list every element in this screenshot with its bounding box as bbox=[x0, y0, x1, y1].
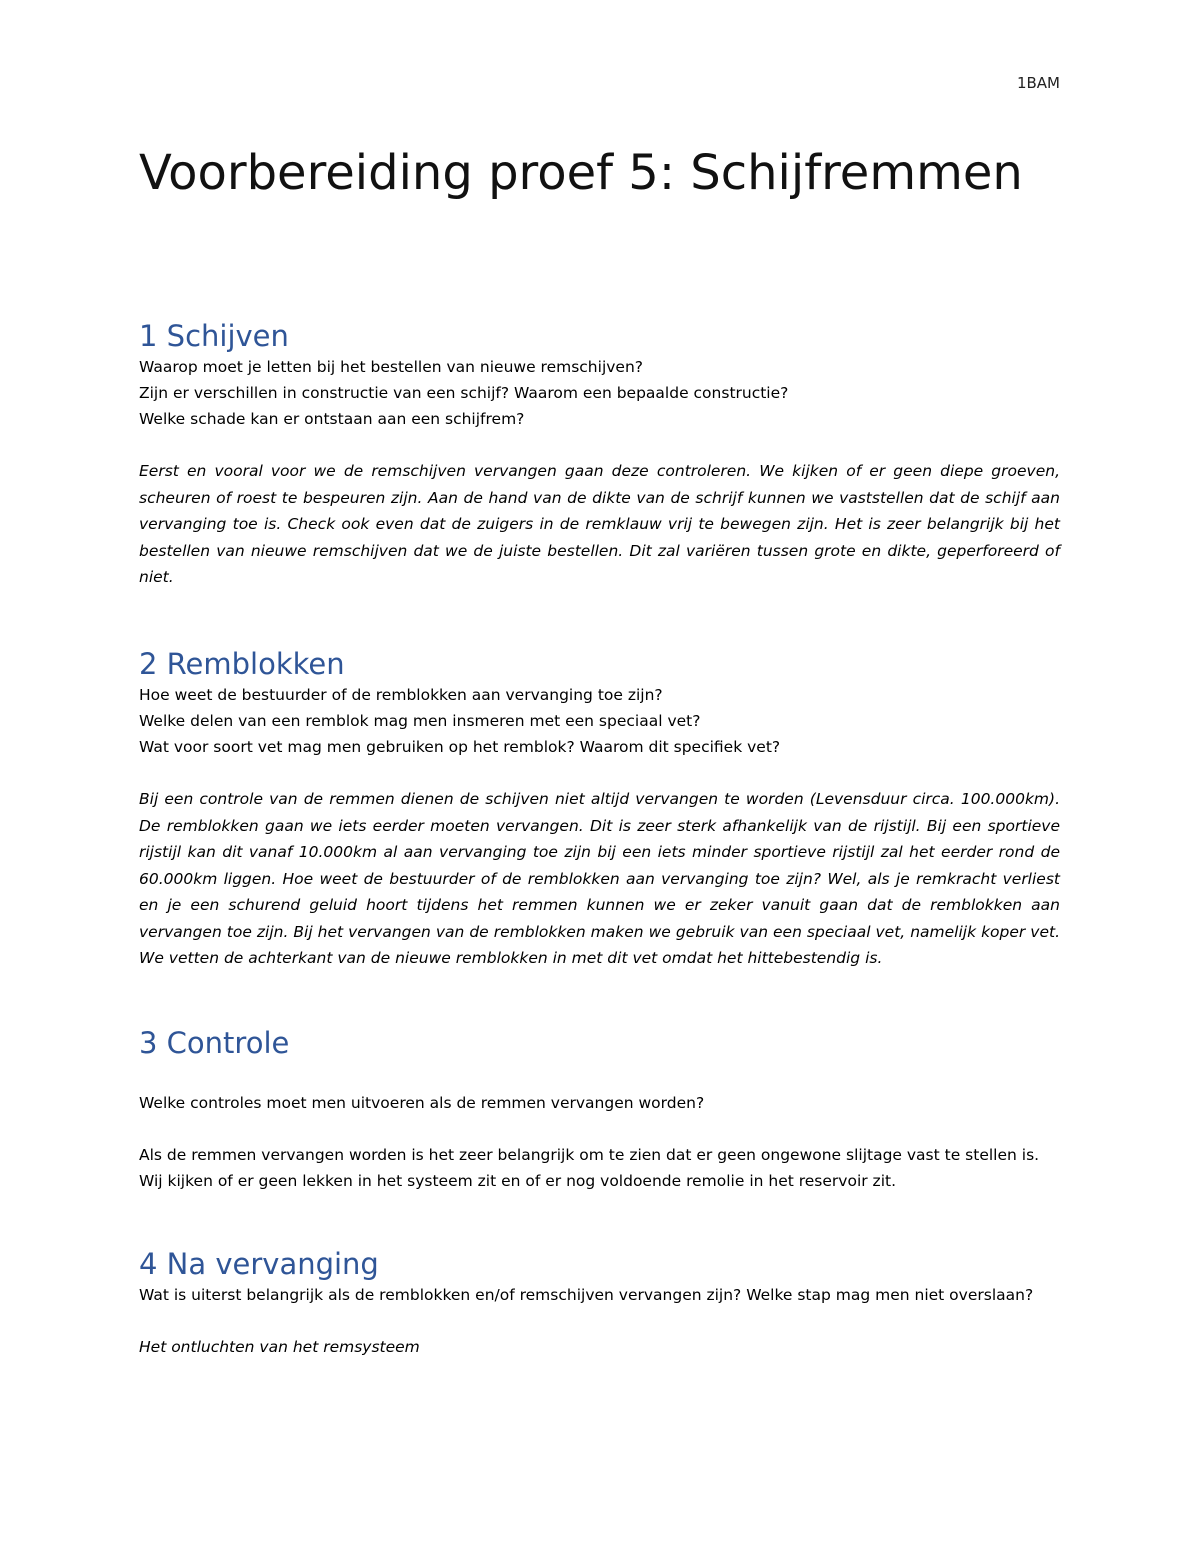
question-line: Waarop moet je letten bij het bestellen van nieuwe remschijven? bbox=[139, 358, 644, 376]
question-line: Hoe weet de bestuurder of de remblokken aan vervanging toe zijn? bbox=[139, 686, 663, 704]
answer-paragraph: Bij een controle van de remmen dienen de schijven niet altijd vervangen te worden (Levensduur circa. 100.000km). De remblokken gaan we iets eerder moeten vervangen. Dit is zeer sterk afhankelijk van de rijstijl. Bij een sportieve rijstijl kan dit vanaf 10.000km al aan vervanging toe zijn bij een iets minder sportieve rijstijl zal het eerder rond de 60.000km liggen. Hoe weet de bestuurder of de remblokken aan vervanging toe zijn? Wel, als je remkracht verliest en je een schurend geluid hoort tijdens het remmen kunnen we er zeker vanuit gaan dat de remblokken aan vervangen toe zijn. Bij het vervangen van de remblokken maken we gebruik van een speciaal vet, namelijk koper vet. We vetten de achterkant van de nieuwe remblokken in met dit vet omdat het hittebestendig is. bbox=[139, 790, 1060, 967]
document-title: Voorbereiding proef 5: Schijfremmen bbox=[139, 145, 1023, 201]
section-remblokken bbox=[139, 646, 1060, 972]
section-controle bbox=[139, 1025, 1060, 1194]
question-line: Welke controles moet men uitvoeren als de remmen vervangen worden? bbox=[139, 1094, 705, 1112]
question-line: Zijn er verschillen in constructie van een schijf? Waarom een bepaalde constructie? bbox=[139, 384, 789, 402]
section-heading: 2 Remblokken bbox=[139, 647, 345, 681]
section-na-vervanging bbox=[139, 1246, 1060, 1361]
page-header: 1BAM bbox=[1016, 74, 1060, 92]
question-line: Wat is uiterst belangrijk als de remblokken en/of remschijven vervangen zijn? Welke stap mag men niet overslaan? bbox=[139, 1286, 1034, 1304]
section-heading: 1 Schijven bbox=[139, 319, 289, 353]
question-line: Welke schade kan er ontstaan aan een schijfrem? bbox=[139, 410, 525, 428]
section-schijven bbox=[139, 318, 1060, 591]
question-line: Wat voor soort vet mag men gebruiken op het remblok? Waarom dit specifiek vet? bbox=[139, 738, 781, 756]
section-heading: 4 Na vervanging bbox=[139, 1247, 379, 1281]
section-heading: 3 Controle bbox=[139, 1026, 290, 1060]
answer-paragraph: Als de remmen vervangen worden is het zeer belangrijk om te zien dat er geen ongewone slijtage vast te stellen is. Wij kijken of er geen lekken in het systeem zit en of er nog voldoende remolie in het reservoir zit. bbox=[139, 1146, 1040, 1190]
answer-paragraph: Eerst en vooral voor we de remschijven vervangen gaan deze controleren. We kijken of er geen diepe groeven, scheuren of roest te bespeuren zijn. Aan de hand van de dikte van de schrijf kunnen we vaststellen dat de schijf aan vervanging toe is. Check ook even dat de zuigers in de remklauw vrij te bewegen zijn. Het is zeer belangrijk bij het bestellen van nieuwe remschijven dat we de juiste bestellen. Dit zal variëren tussen grote en dikte, geperforeerd of niet. bbox=[139, 462, 1060, 586]
answer-paragraph: Het ontluchten van het remsysteem bbox=[139, 1338, 420, 1356]
question-line: Welke delen van een remblok mag men insmeren met een speciaal vet? bbox=[139, 712, 701, 730]
